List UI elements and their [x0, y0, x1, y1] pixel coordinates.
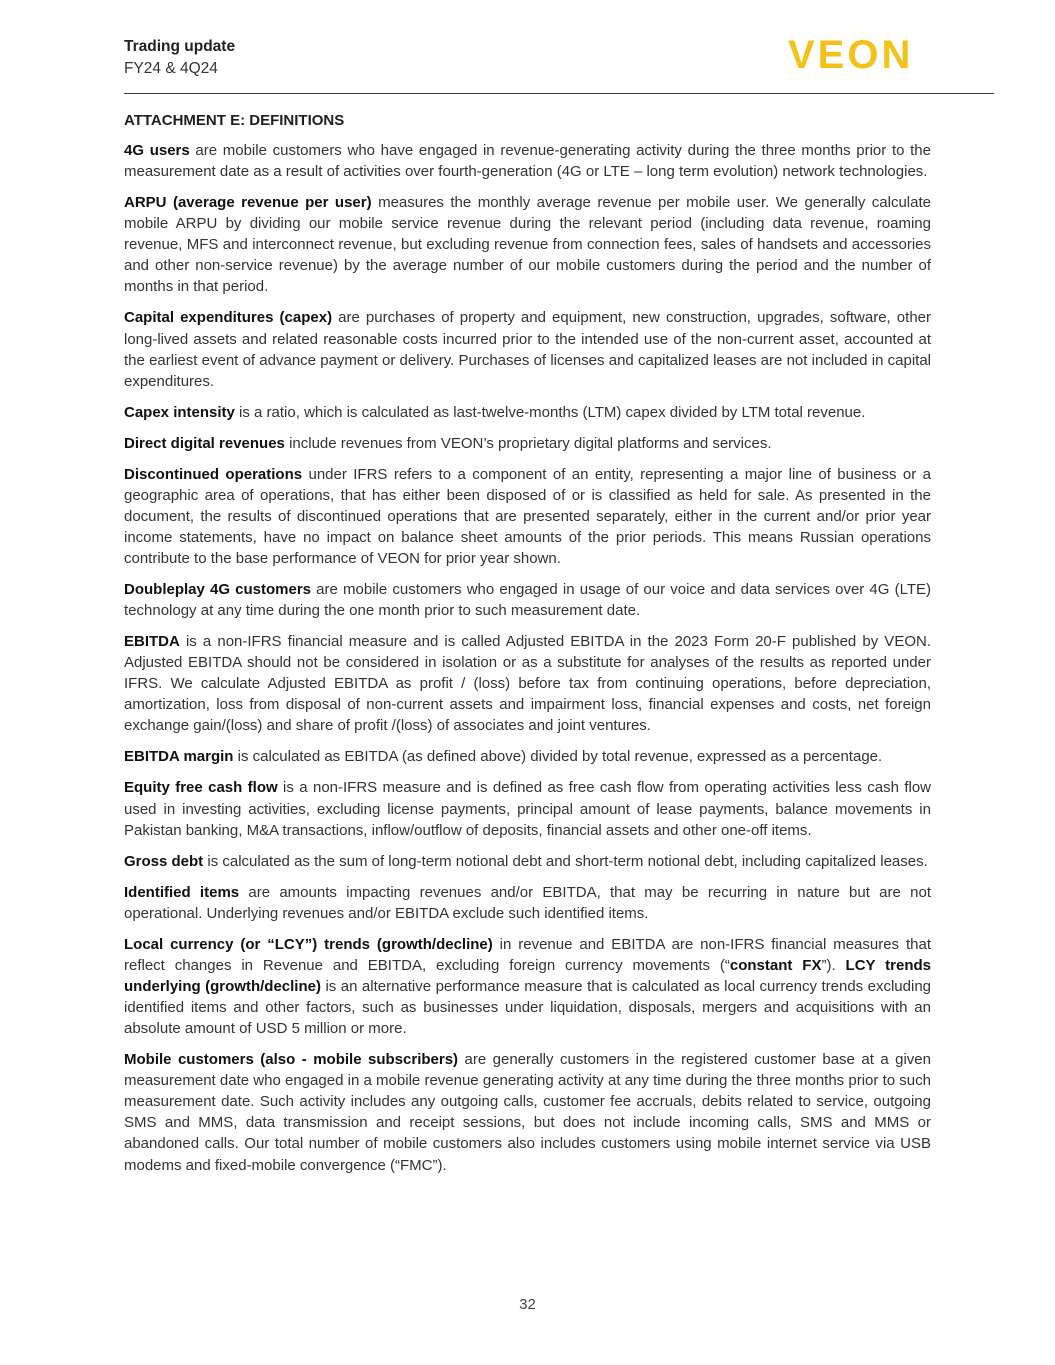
definition-capex-intensity — [124, 402, 931, 423]
definition-doubleplay-4g-customers — [124, 579, 931, 621]
definition-text: are mobile customers who engaged in usage of our voice and data services over 4G (LTE) technology at any time during the one month prior to such measurement date. — [124, 581, 931, 620]
definition-term: Discontinued operations — [124, 465, 303, 483]
definition-term: Mobile customers (also - mobile subscribers) — [124, 1051, 459, 1069]
definition-discontinued-operations — [124, 464, 931, 569]
definition-text: is a non-IFRS measure and is defined as free cash flow from operating activities less cash flow used in investing activities, excluding license payments, principal amount of lease payments, balance movements in Pakistan banking, M&A transactions, inflow/outflow of deposits, financial assets and other one-off items. — [124, 779, 931, 839]
definition-term: Equity free cash flow — [124, 779, 278, 797]
definition-term: EBITDA margin — [124, 748, 234, 766]
definition-text: are purchases of property and equipment, new construction, upgrades, software, other long-lived assets and related reasonable costs incurred prior to the intended use of the non-current asset, accounted at the earliest event of advance payment or delivery. Purchases of licenses and capitalized leases are not included in capital expenditures. — [124, 309, 931, 390]
definition-direct-digital-revenues — [124, 433, 931, 454]
definition-text: are mobile customers who have engaged in revenue-generating activity during the three months prior to the measurement date as a result of activities over fourth-generation (4G or LTE – long term evolution) network technologies. — [124, 142, 931, 181]
definition-term: 4G users — [124, 142, 190, 159]
definition-text: is an alternative performance measure that is calculated as local currency trends excluding identified items and other factors, such as businesses under liquidation, disposals, mergers and acquisitions with an absolute amount of USD 5 million or more. — [124, 977, 932, 1038]
document-period: FY24 & 4Q24 — [124, 60, 218, 77]
definition-arpu — [124, 192, 931, 297]
page-header — [124, 33, 994, 94]
definition-identified-items — [124, 882, 931, 924]
definition-text: is a ratio, which is calculated as last-twelve-months (LTM) capex divided by LTM total revenue. — [234, 403, 866, 421]
definition-term: ARPU (average revenue per user) — [124, 194, 372, 212]
definition-term: EBITDA — [124, 633, 180, 651]
definition-text: ”). — [821, 956, 846, 974]
document-title: Trading update — [124, 38, 236, 55]
definition-term: Doubleplay 4G customers — [124, 581, 312, 599]
definition-equity-free-cash-flow — [124, 777, 931, 840]
definition-ebitda — [124, 631, 931, 736]
definition-text: are amounts impacting revenues and/or EBITDA, that may be recurring in nature but are not operational. Underlying revenues and/or EBITDA exclude such identified items. — [124, 883, 931, 922]
definition-text: is calculated as the sum of long-term notional debt and short-term notional debt, including capitalized leases. — [203, 852, 928, 870]
definition-text: is calculated as EBITDA (as defined above) divided by total revenue, expressed as a percentage. — [233, 748, 883, 766]
definition-mobile-customers — [124, 1049, 931, 1176]
definition-text: under IFRS refers to a component of an entity, representing a major line of business or a geographic area of operations, that has either been disposed of or is classified as held for sale. As presented in the document, the results of discontinued operations that are presented separately, either in the current and/or prior year income statements, have no impact on balance sheet amounts of the prior periods. This means Russian operations contribute to the base performance of VEON for prior year shown. — [124, 465, 931, 568]
definition-4g-users — [124, 140, 931, 182]
veon-logo: VEON — [788, 33, 914, 77]
header-divider — [124, 93, 994, 94]
definition-text: in revenue and EBITDA are non-IFRS financial measures that reflect changes in Revenue and EBITDA, excluding foreign currency movements (“ — [124, 935, 931, 974]
definition-capex — [124, 307, 931, 391]
definition-term: Local currency (or “LCY”) trends (growth/decline) — [124, 935, 493, 953]
definitions-section — [124, 110, 931, 1186]
definition-local-currency-trends — [124, 934, 931, 1039]
definition-text: include revenues from VEON’s proprietary digital platforms and services. — [284, 434, 772, 452]
page-number: 32 — [519, 1296, 536, 1313]
definition-term: Direct digital revenues — [124, 434, 285, 452]
definition-gross-debt — [124, 851, 931, 872]
definition-term-constant-fx: constant FX — [729, 956, 822, 974]
definition-term-lcy-underlying: LCY trends underlying (growth/decline) — [124, 956, 931, 995]
definition-text: measures the monthly average revenue per mobile user. We generally calculate mobile ARPU by dividing our mobile service revenue during the relevant period (including data revenue, roaming revenue, MFS and interconnect revenue, but excluding revenue from connection fees, sales of handsets and accessories and other non-service revenue) by the average number of our mobile customers during the period and the number of months in that period. — [124, 194, 931, 296]
definition-text: is a non-IFRS financial measure and is called Adjusted EBITDA in the 2023 Form 20-F published by VEON. Adjusted EBITDA should not be considered in isolation or as a substitute for analyses of the results as reported under IFRS. We calculate Adjusted EBITDA as profit / (loss) before tax from continuing operations, before depreciation, amortization, loss from disposal of non-current assets and impairment loss, financial expenses and costs, net foreign exchange gain/(loss) and share of profit /(loss) of associates and joint ventures. — [124, 633, 931, 735]
definition-term: Capital expenditures (capex) — [124, 309, 333, 327]
definition-term: Identified items — [124, 883, 240, 901]
definition-ebitda-margin — [124, 746, 931, 767]
definition-term: Gross debt — [124, 852, 204, 870]
definition-term: Capex intensity — [124, 403, 235, 421]
section-title: ATTACHMENT E: DEFINITIONS — [124, 112, 345, 129]
definition-text: are generally customers in the registered customer base at a given measurement date who engaged in a mobile revenue generating activity at any time during the three months prior to such measurement date. Such activity includes any outgoing calls, customer fee accruals, debits related to service, outgoing SMS and MMS, data transmission and receipt sessions, but does not include incoming calls, SMS and MMS or abandoned calls. Our total number of mobile customers also includes customers using mobile internet service via USB modems and fixed-mobile convergence (“FMC”). — [124, 1051, 931, 1174]
